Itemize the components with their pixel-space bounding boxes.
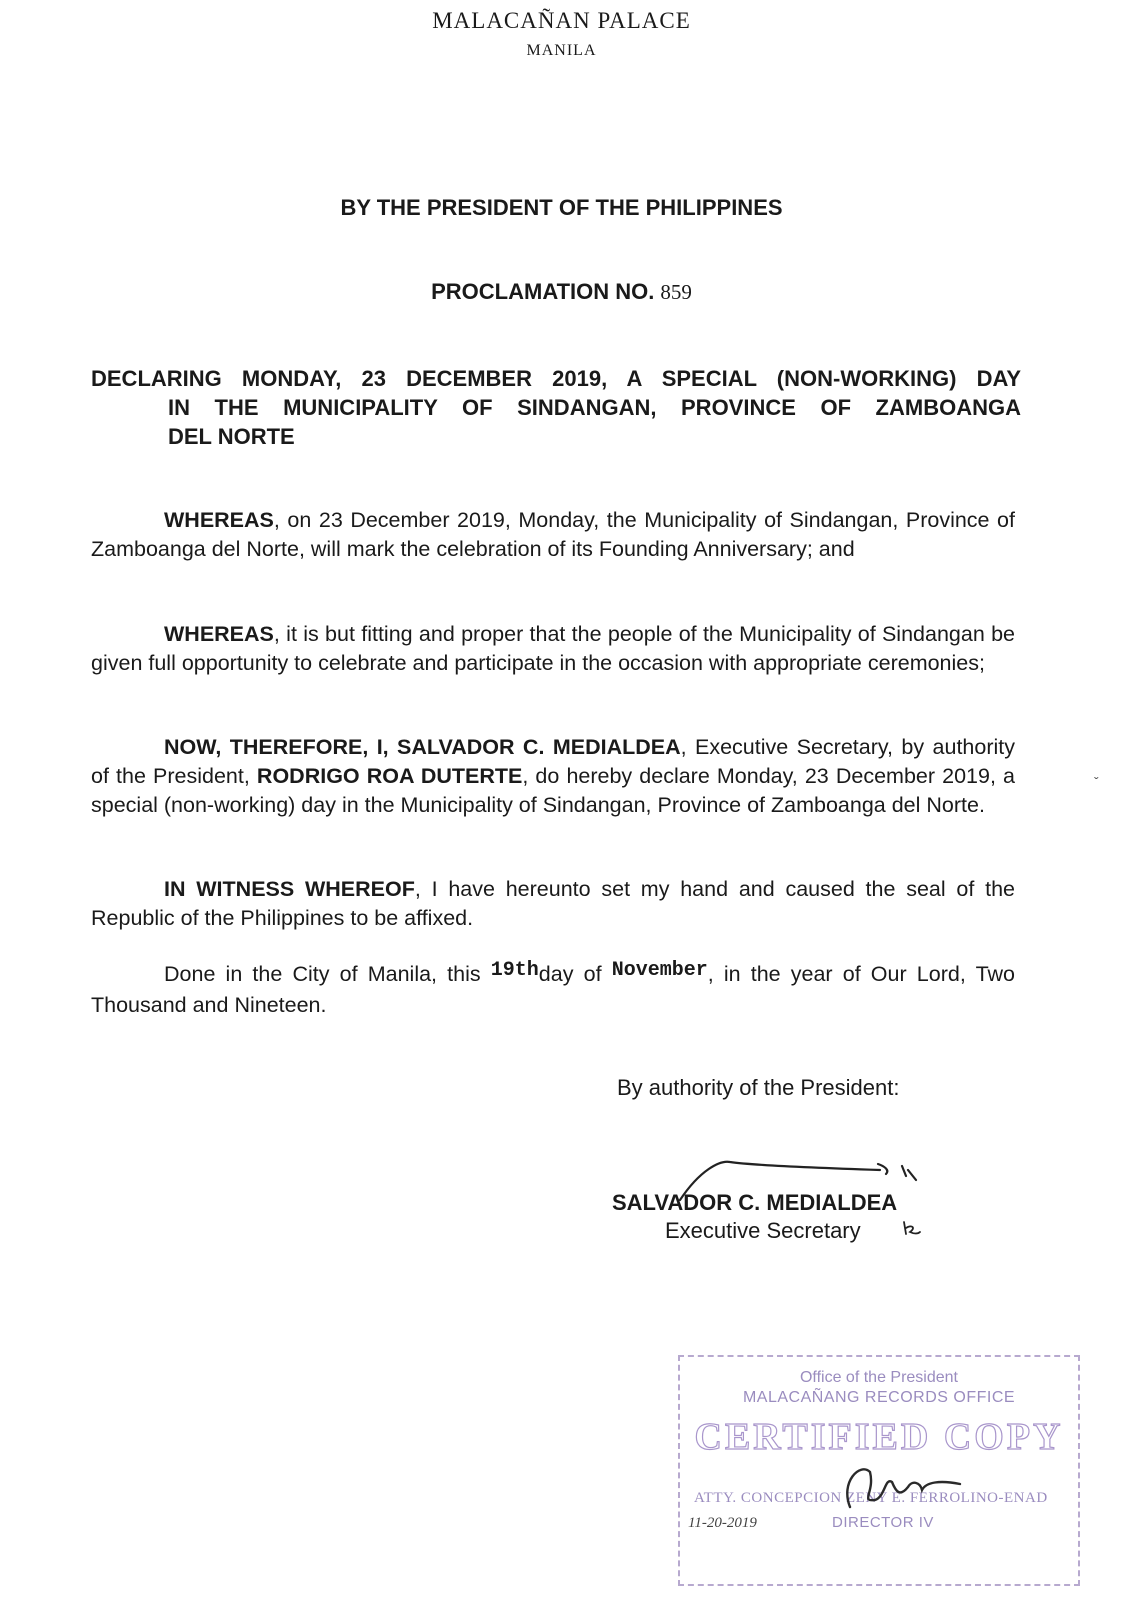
- president-name: RODRIGO ROA DUTERTE: [256, 764, 523, 788]
- whereas-lead: WHEREAS: [164, 508, 274, 532]
- now-therefore-lead: NOW, THEREFORE, I, SALVADOR C. MEDIALDEA: [164, 735, 681, 759]
- proclamation-label: PROCLAMATION NO.: [431, 279, 655, 304]
- signatory-title: Executive Secretary: [665, 1218, 861, 1243]
- signatory-name: SALVADOR C. MEDIALDEA: [612, 1190, 898, 1215]
- proclamation-number-line: [0, 279, 1123, 305]
- whereas-lead: WHEREAS: [164, 622, 274, 646]
- done-day: 19th: [490, 959, 539, 982]
- stamp-position: DIRECTOR IV: [832, 1514, 934, 1531]
- stamp-certified: CERTIFIED COPY: [694, 1416, 1064, 1458]
- proclamation-title: [91, 364, 1021, 451]
- stray-mark: ˇ: [1094, 774, 1099, 790]
- whereas-text: , it is but fitting and proper that the people of the Municipality of Sindangan be given full opportunity to celebrate and participate in the occasion with appropriate ceremonies;: [91, 622, 1015, 675]
- witness-text: , I have hereunto set my hand and caused the seal of the Republic of the Philippines to be affixed.: [91, 877, 1015, 930]
- stamp-office: Office of the President: [799, 1369, 958, 1386]
- palace-heading: MALACAÑAN PALACE: [432, 8, 691, 33]
- witness-lead: IN WITNESS WHEREOF: [164, 877, 415, 901]
- title-line-1: DECLARING MONDAY, 23 DECEMBER 2019, A SPECIAL (NON-WORKING) DAY: [91, 366, 1021, 391]
- city-heading: MANILA: [526, 42, 597, 59]
- title-line-3: DEL NORTE: [168, 424, 295, 449]
- by-authority-line: By authority of the President:: [617, 1075, 900, 1100]
- whereas-paragraph-1: [91, 506, 1015, 564]
- done-text-1: Done in the City of Manila, this: [164, 962, 491, 986]
- stamp-date: 11-20-2019: [688, 1515, 757, 1531]
- stamp-records: MALACAÑANG RECORDS OFFICE: [742, 1389, 1016, 1406]
- whereas-text: , on 23 December 2019, Monday, the Municipality of Sindangan, Province of Zamboanga del Norte, will mark the celebration of its Founding Anniversary; and: [91, 508, 1015, 561]
- stamp-signature-icon: [830, 1452, 970, 1522]
- done-month: November: [611, 959, 708, 982]
- title-line-2: IN THE MUNICIPALITY OF SINDANGAN, PROVINCE OF ZAMBOANGA: [168, 395, 1021, 420]
- certified-copy-stamp: [678, 1355, 1080, 1586]
- stamp-attorney: ATTY. CONCEPCION ZENY E. FERROLINO-ENAD: [694, 1490, 1048, 1506]
- now-therefore-text-1: , Executive Secretary, by authority of the President,: [91, 735, 1015, 788]
- whereas-paragraph-2: [91, 620, 1015, 678]
- initials-mark-icon: [898, 1218, 924, 1240]
- done-paragraph: [91, 960, 1015, 1020]
- witness-paragraph: [91, 875, 1015, 933]
- now-therefore-paragraph: [91, 733, 1015, 820]
- proclamation-number: 859: [660, 280, 692, 304]
- by-president-heading: BY THE PRESIDENT OF THE PHILIPPINES: [340, 195, 783, 220]
- done-text-2: day of: [538, 962, 612, 986]
- done-text-3: , in the year of Our Lord, Two Thousand and Nineteen.: [91, 962, 1015, 1017]
- now-therefore-text-2: , do hereby declare Monday, 23 December 2019, a special (non-working) day in the Municipality of Sindangan, Province of Zamboanga del Norte.: [91, 764, 1015, 817]
